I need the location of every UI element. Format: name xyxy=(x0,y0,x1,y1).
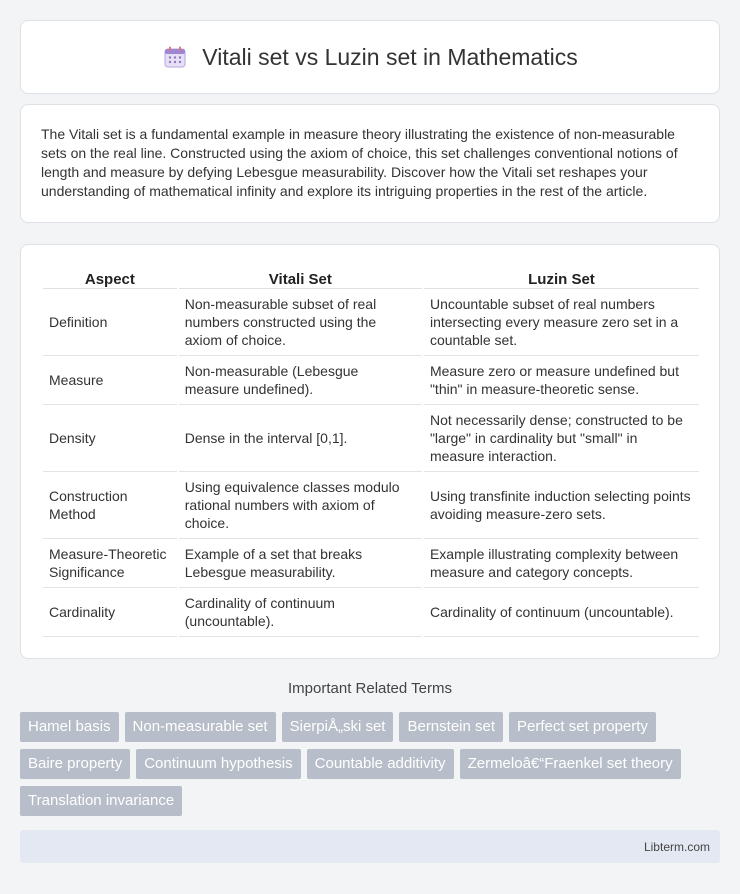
cell-vitali: Non-measurable subset of real numbers constructed using the axiom of choice. xyxy=(179,289,422,356)
cell-vitali: Non-measurable (Lebesgue measure undefined). xyxy=(179,356,422,405)
cell-luzin: Uncountable subset of real numbers intersecting every measure zero set in a countable set. xyxy=(424,289,699,356)
intro-text: The Vitali set is a fundamental example in measure theory illustrating the existence of non-measurable sets on the real line. Constructed using the axiom of choice, this set challenges conventional notions of length and measure by defying Lebesgue measurability. Discover how the Vitali set reshapes your understanding of mathematical infinity and explore its intriguing properties in the rest of the article. xyxy=(41,126,678,199)
header-card xyxy=(20,20,720,94)
tag-bernstein-set[interactable]: Bernstein set xyxy=(399,712,503,742)
tag-baire-property[interactable]: Baire property xyxy=(20,749,130,779)
tag-continuum-hypothesis[interactable]: Continuum hypothesis xyxy=(136,749,300,779)
table-header-row xyxy=(43,265,699,289)
cell-aspect: Measure-Theoretic Significance xyxy=(43,539,177,588)
intro-card xyxy=(20,104,720,223)
tag-sierpinski-set[interactable]: SierpiÅ„ski set xyxy=(282,712,394,742)
cell-luzin: Example illustrating complexity between measure and category concepts. xyxy=(424,539,699,588)
header-aspect: Aspect xyxy=(43,265,177,289)
footer-link[interactable]: Libterm.com xyxy=(643,839,710,854)
table-row xyxy=(43,405,699,472)
cell-aspect: Cardinality xyxy=(43,588,177,637)
comparison-table xyxy=(41,265,701,637)
cell-luzin: Cardinality of continuum (uncountable). xyxy=(424,588,699,637)
cell-vitali: Dense in the interval [0,1]. xyxy=(179,405,422,472)
tag-perfect-set-property[interactable]: Perfect set property xyxy=(509,712,656,742)
cell-aspect: Measure xyxy=(43,356,177,405)
table-row xyxy=(43,356,699,405)
tag-non-measurable-set[interactable]: Non-measurable set xyxy=(125,712,276,742)
title-wrap xyxy=(162,44,577,71)
table-row xyxy=(43,289,699,356)
table-row xyxy=(43,539,699,588)
tag-countable-additivity[interactable]: Countable additivity xyxy=(307,749,454,779)
related-tags xyxy=(20,712,720,816)
table-row xyxy=(43,472,699,539)
cell-luzin: Measure zero or measure undefined but "thin" in measure-theoretic sense. xyxy=(424,356,699,405)
related-terms-title: Important Related Terms xyxy=(288,680,452,697)
calendar-icon xyxy=(162,44,188,70)
comparison-card xyxy=(20,244,720,659)
tag-hamel-basis[interactable]: Hamel basis xyxy=(20,712,119,742)
cell-aspect: Density xyxy=(43,405,177,472)
cell-luzin: Not necessarily dense; constructed to be "large" in cardinality but "small" in measure interaction. xyxy=(424,405,699,472)
cell-vitali: Cardinality of continuum (uncountable). xyxy=(179,588,422,637)
tag-translation-invariance[interactable]: Translation invariance xyxy=(20,786,182,816)
cell-aspect: Definition xyxy=(43,289,177,356)
tag-zermelo-fraenkel[interactable]: Zermeloâ€“Fraenkel set theory xyxy=(460,749,681,779)
cell-aspect: Construction Method xyxy=(43,472,177,539)
cell-vitali: Example of a set that breaks Lebesgue measurability. xyxy=(179,539,422,588)
footer xyxy=(20,830,720,863)
page-title: Vitali set vs Luzin set in Mathematics xyxy=(202,43,578,70)
header-luzin: Luzin Set xyxy=(424,265,699,289)
header-vitali: Vitali Set xyxy=(179,265,422,289)
cell-luzin: Using transfinite induction selecting points avoiding measure-zero sets. xyxy=(424,472,699,539)
cell-vitali: Using equivalence classes modulo rational numbers with axiom of choice. xyxy=(179,472,422,539)
table-row xyxy=(43,588,699,637)
